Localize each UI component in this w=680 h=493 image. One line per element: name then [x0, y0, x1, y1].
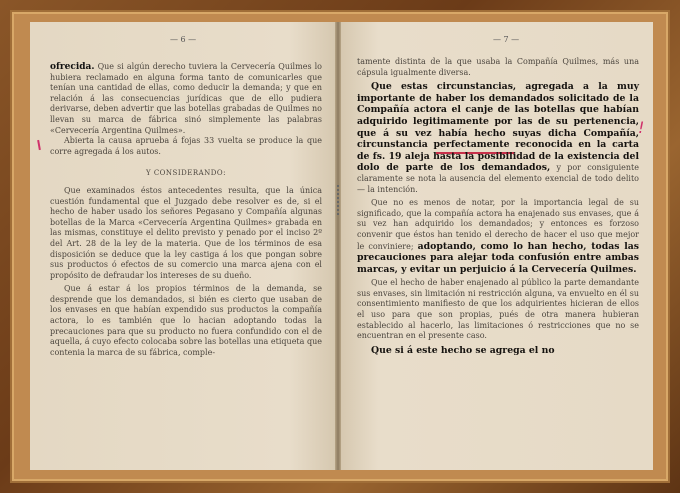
red-pencil-mark: ! — [638, 118, 645, 137]
section-heading: Y CONSIDERANDO: — [145, 169, 226, 178]
page-number-left: — 6 — — [170, 35, 197, 44]
bold-text: adoptando, como lo han hecho, todas las precauciones para alejar toda confusión entre ambas marcas, y evitar un perjuicio á la Cervecería Quilmes. — [357, 240, 639, 275]
left-page-text — [50, 62, 322, 358]
paragraph: Que examinados éstos antecedentes resulta, que la única cuestión fundamental que el Juzgado debe resolver es de, si el hecho de haber usado los señores Pegasano y Compañía algunas botellas de la Marca «Cervecería Argentina Quilmes» grabada en las mismas, constituye el delito previsto y penado por el inciso 2º del Art. 28 de la ley de la materia. Que de los términos de esa disposición se deduce que la ley castiga á los que pongan sobre sus productos ó efectos de su comercio una marca ajena con el propósito de defraudar los intereses de su dueño. — [50, 185, 322, 280]
bold-text: Que estas circunstancias, agregada a la muy importante de haber los demandados solicitado de la Compañía actora el canje de las botellas que habían adquirido legitimamente por las de su pertenencia, que á su vez había hecho suyas dicha Compañía, circunstancia perfectamente reconocida en la carta de fs. 19 aleja hasta la posibilidad de la existencia del dolo de parte de los demandados, — [357, 81, 639, 174]
paragraph: Que á estar á los propios términos de la demanda, se desprende que los demandados, si bién es cierto que usaban de los envases en que habían expendido sus productos la compañía actora, lo es también que lo hacian adoptando todas la precauciones para que su producto no fuera confundido con el de aquella, á cuyo efecto colocaba sobre las botellas una etiqueta que contenia la marca de su fábrica, comple- — [50, 284, 322, 357]
red-pencil-mark — [37, 140, 41, 150]
paragraph-text: Que si algún derecho tuviera la Cervecería Quilmes lo hubiera reclamado en alguna forma tanto de comunicarles que tenían una cantidad de ellas, como deducir la demanda; y que en relación á las consecuencias jurídicas que de ello pudiera derivarse, deben advertir que las botellas grabadas de Quilmes no llevan su marca de fábrica sinó simplemente las palabras «Cervecería Argentina Quilmes». — [50, 62, 323, 135]
paragraph: Que si á este hecho se agrega el no — [371, 344, 555, 356]
right-page-text — [357, 57, 639, 356]
page-number-right: — 7 — — [493, 35, 520, 44]
right-page — [341, 22, 653, 470]
paragraph: Que el hecho de haber enajenado al público la parte demandante sus envases, sin limitación ni restricción alguna, va envuelto en él su consentimiento manifiesto de que los adquirientes hicieran de ellos el uso para que son propias, pués de otra manera hubieran establecido al hacerlo, las limitaciones ó restricciones que no se encuentran en el presente caso. — [357, 278, 639, 341]
paragraph: tamente distinta de la que usaba la Compañía Quilmes, más una cápsula igualmente diversa. — [357, 57, 639, 77]
paragraph — [357, 81, 639, 195]
paragraph — [50, 62, 322, 136]
bold-lead: ofrecida. — [50, 62, 95, 72]
paragraph-text: y por consiguiente claramente se nota la ausencia del elemento exencial de todo delito — la intención. — [357, 163, 639, 194]
paragraph — [357, 198, 639, 275]
paragraph-text: Que no es menos de notar, por la importancia legal de su significado, que la compañía actora ha enajenado sus envases, que á su vez han adquirido los demandados; y entonces es forzoso convenir que éstos han tenido el derecho de hacer el uso que mejor le conviniere; — [357, 198, 639, 251]
left-page — [30, 22, 335, 470]
paragraph: Abierta la causa aprueba á fojas 33 vuelta se produce la que corre agregada á los autos. — [50, 136, 322, 156]
